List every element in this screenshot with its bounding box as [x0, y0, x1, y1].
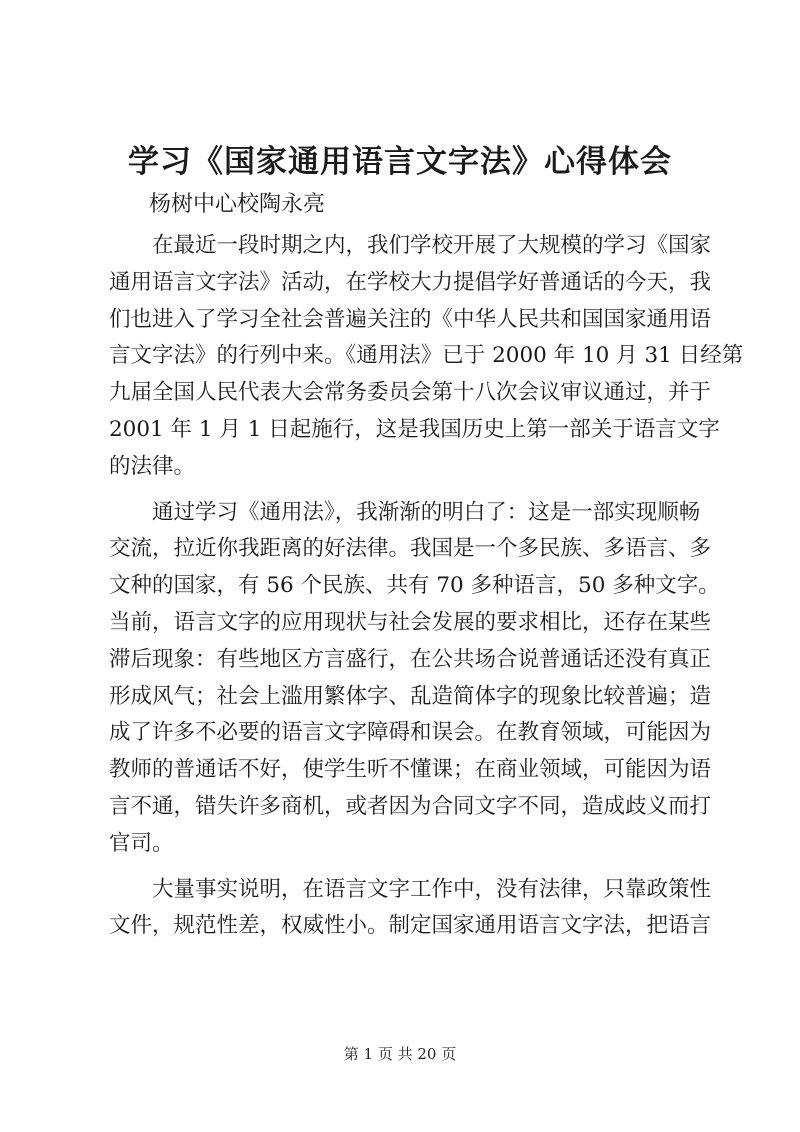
paragraph-line: 言不通，错失许多商机，或者因为合同文字不同，造成歧义而打: [109, 793, 712, 819]
paragraph-line: 大量事实说明，在语言文字工作中，没有法律，只靠政策性: [152, 876, 712, 902]
paragraph-line: 九届全国人民代表大会常务委员会第十八次会议审议通过，并于: [109, 380, 712, 406]
paragraph-2: [109, 495, 720, 863]
paragraph-line: 通用语言文字法》活动，在学校大力提倡学好普通话的今天，我: [109, 269, 712, 295]
document-body: [109, 228, 744, 945]
paragraph-line: 文件，规范性差，权威性小。制定国家通用语言文字法，把语言: [109, 913, 712, 939]
paragraph-line: 交流，拉近你我距离的好法律。我国是一个多民族、多语言、多: [109, 536, 712, 562]
author-line: 杨树中心校陶永亮: [149, 192, 326, 217]
paragraph-line: 的法律。: [109, 453, 196, 479]
paragraph-line: 言文字法》的行列中来。《通用法》已于 2000 年 10 月 31 日经第: [109, 343, 744, 369]
paragraph-line: 们也进入了学习全社会普遍关注的《中华人民共和国国家通用语: [109, 306, 712, 332]
paragraph-line: 2001 年 1 月 1 日起施行，这是我国历史上第一部关于语言文字: [109, 416, 720, 442]
paragraph-line: 形成风气；社会上滥用繁体字、乱造简体字的现象比较普遍；造: [109, 683, 712, 709]
paragraph-3: [109, 872, 712, 946]
paragraph-line: 滞后现象：有些地区方言盛行，在公共场合说普通话还没有真正: [109, 646, 712, 672]
document-title: 学习《国家通用语言文字法》心得体会: [128, 144, 672, 180]
paragraph-line: 在最近一段时期之内，我们学校开展了大规模的学习《国家: [152, 233, 712, 258]
paragraph-line: 官司。: [109, 830, 174, 856]
paragraph-line: 通过学习《通用法》，我渐渐的明白了：这是一部实现顺畅: [152, 499, 701, 525]
page-footer: 第 1 页 共 20 页: [343, 1045, 457, 1063]
paragraph-line: 文种的国家，有 56 个民族、共有 70 多种语言，50 多种文字。: [109, 573, 720, 599]
paragraph-line: 成了许多不必要的语言文字障碍和误会。在教育领域，可能因为: [109, 720, 712, 746]
paragraph-1: [109, 228, 744, 486]
paragraph-line: 教师的普通话不好，使学生听不懂课；在商业领域，可能因为语: [109, 757, 712, 783]
paragraph-line: 当前，语言文字的应用现状与社会发展的要求相比，还存在某些: [109, 609, 712, 635]
